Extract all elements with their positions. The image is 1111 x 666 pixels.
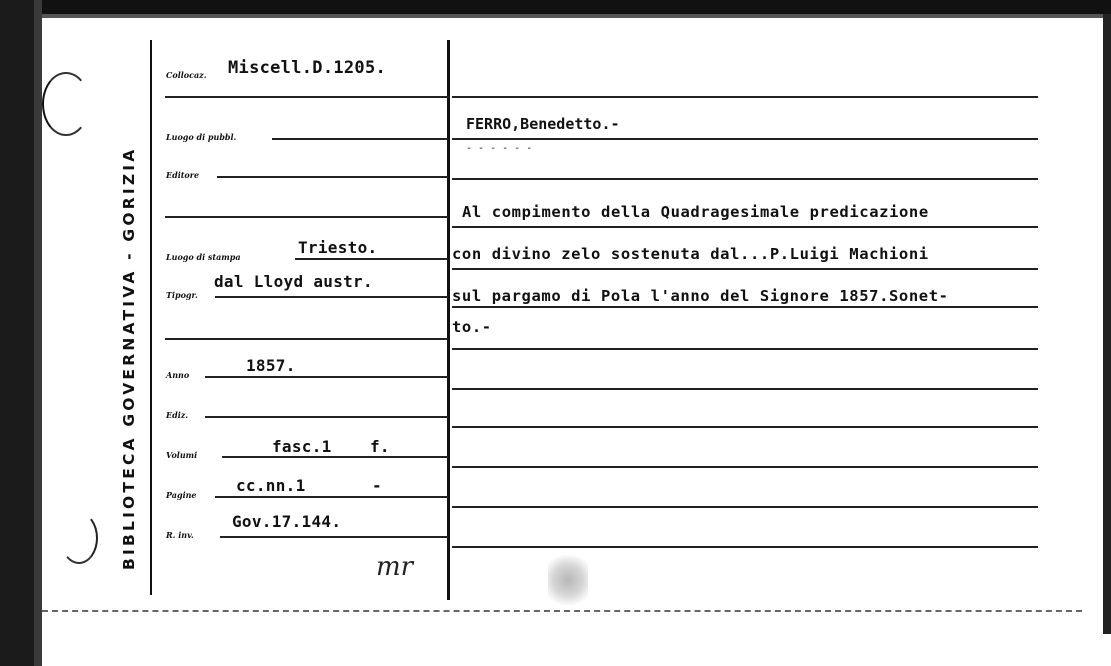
left-margin-rule <box>150 40 152 595</box>
value-tipogr: dal Lloyd austr. <box>214 272 373 291</box>
label-rif: R. inv. <box>166 530 194 540</box>
label-tipogr: Tipogr. <box>166 290 198 300</box>
rule-right-2 <box>452 178 1038 180</box>
rule-tipogr <box>215 296 448 298</box>
title-line-1: Al compimento della Quadragesimale predicazione <box>462 203 929 221</box>
title-line-2: con divino zelo sostenuta dal...P.Luigi Machioni <box>452 245 929 263</box>
rule-blank-2 <box>165 338 448 340</box>
value-volumi: fasc.1 <box>272 437 332 456</box>
ink-smudge <box>548 548 588 612</box>
scan-edge-top <box>0 0 1111 14</box>
rule-blank-1 <box>165 216 448 218</box>
label-luogo-stampa: Luogo di stampa <box>166 252 241 262</box>
label-anno: Anno <box>166 370 190 380</box>
author-heading: FERRO,Benedetto.- <box>466 115 620 133</box>
author-dots: - - - - - - <box>466 143 533 154</box>
rule-pagine <box>215 496 448 498</box>
punch-hole-bottom <box>60 512 98 564</box>
label-volumi: Volumi <box>166 450 198 460</box>
label-ediz: Ediz. <box>166 410 189 420</box>
rule-luogo-pubbl <box>272 138 448 140</box>
rule-anno <box>205 376 448 378</box>
scan-edge-right <box>1103 14 1111 634</box>
label-collocazione: Collocaz. <box>166 70 207 80</box>
value-anno: 1857. <box>246 356 296 375</box>
rule-right-3 <box>452 226 1038 228</box>
handwritten-mark: mr <box>376 552 414 582</box>
rule-right-11 <box>452 546 1038 548</box>
label-editore: Editore <box>166 170 200 180</box>
rule-rif <box>220 536 448 538</box>
value-pagine-2: - <box>372 476 382 495</box>
scan-edge-left <box>0 0 34 666</box>
rule-ediz <box>205 416 448 418</box>
rule-collocazione <box>165 96 450 98</box>
punch-hole-top <box>42 72 90 136</box>
rule-volumi <box>222 456 448 458</box>
rule-right-0 <box>452 96 1038 98</box>
scan-edge-left-shadow <box>34 0 42 666</box>
value-pagine: cc.nn.1 <box>236 476 306 495</box>
value-volumi-2: f. <box>370 437 390 456</box>
rule-right-4 <box>452 268 1038 270</box>
rule-right-8 <box>452 426 1038 428</box>
title-line-3: sul pargamo di Pola l'anno del Signore 1857.Sonet- <box>452 287 949 305</box>
label-luogo-pubbl: Luogo di pubbl. <box>166 132 237 142</box>
value-collocazione: Miscell.D.1205. <box>228 58 387 78</box>
rule-right-9 <box>452 466 1038 468</box>
label-pagine: Pagine <box>166 490 197 500</box>
scan-edge-top-shadow <box>34 14 1111 18</box>
value-rif: Gov.17.144. <box>232 512 342 531</box>
value-luogo-stampa: Triesto. <box>298 238 378 257</box>
rule-right-5 <box>452 306 1038 308</box>
rule-right-10 <box>452 506 1038 508</box>
center-column-rule <box>447 40 450 600</box>
rule-right-7 <box>452 388 1038 390</box>
rule-right-6 <box>452 348 1038 350</box>
library-vertical-title: BIBLIOTECA GOVERNATIVA - GORIZIA <box>120 146 138 570</box>
rule-luogo-stampa <box>295 258 448 260</box>
rule-right-1 <box>452 138 1038 140</box>
title-line-4: to.- <box>452 318 492 336</box>
rule-editore <box>217 176 448 178</box>
